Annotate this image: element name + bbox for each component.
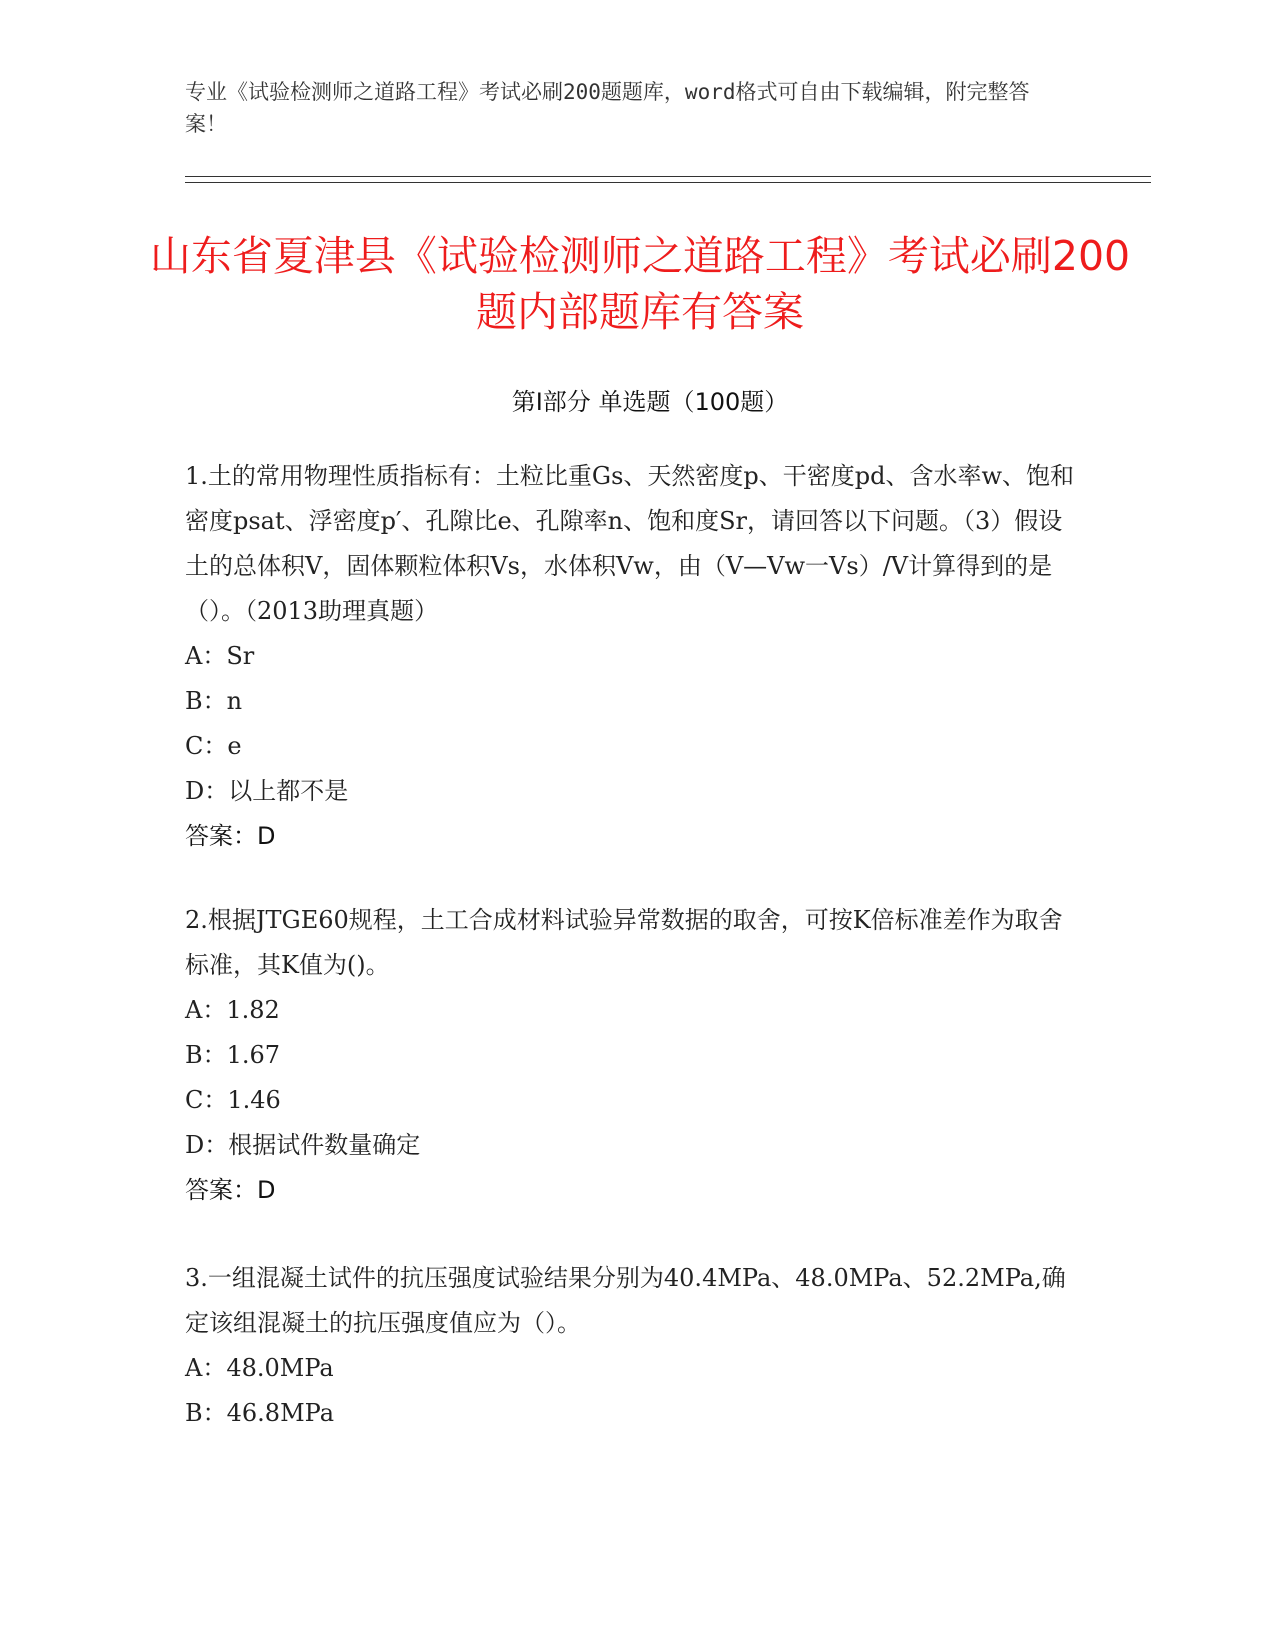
question-text: 3.一组混凝土试件的抗压强度试验结果分别为40.4MPa、48.0MPa、52.2MPa,确定该组混凝土的抗压强度值应为（）。 <box>185 1264 1066 1337</box>
option-a: A：1.82 <box>185 996 280 1024</box>
option-b: B：46.8MPa <box>185 1399 335 1427</box>
answer-line: 答案：D <box>185 1176 276 1204</box>
option-a: A：Sr <box>185 642 255 670</box>
header-divider-bottom <box>185 182 1151 183</box>
document-title: 山东省夏津县《试验检测师之道路工程》考试必刷200题内部题库有答案 <box>149 232 1131 336</box>
option-c: C：e <box>185 732 242 760</box>
option-d: D：根据试件数量确定 <box>185 1131 421 1159</box>
header-divider-top <box>185 176 1151 177</box>
question-text: 1.土的常用物理性质指标有：土粒比重Gs、天然密度p、干密度pd、含水率w、饱和密度psat、浮密度p′、孔隙比e、孔隙率n、饱和度Sr，请回答以下问题。（3）假设土的总体积V，固体颗粒体积Vs，水体积Vw，由（V—Vw一Vs）/V计算得到的是（）。（2013助理真题） <box>185 462 1075 625</box>
header-note: 专业《试验检测师之道路工程》考试必刷200题题库，word格式可自由下载编辑，附完整答案！ <box>185 80 1030 136</box>
option-b: B：1.67 <box>185 1041 281 1069</box>
question-1 <box>185 454 1085 859</box>
question-2 <box>185 898 1085 1213</box>
option-d: D：以上都不是 <box>185 777 349 805</box>
option-c: C：1.46 <box>185 1086 281 1114</box>
option-a: A：48.0MPa <box>185 1354 334 1382</box>
option-b: B：n <box>185 687 243 715</box>
question-text: 2.根据JTGE60规程，土工合成材料试验异常数据的取舍，可按K倍标准差作为取舍标准，其K值为()。 <box>185 906 1063 979</box>
section-heading: 第I部分 单选题（100题） <box>511 388 789 416</box>
answer-line: 答案：D <box>185 822 276 850</box>
question-3 <box>185 1256 1085 1436</box>
